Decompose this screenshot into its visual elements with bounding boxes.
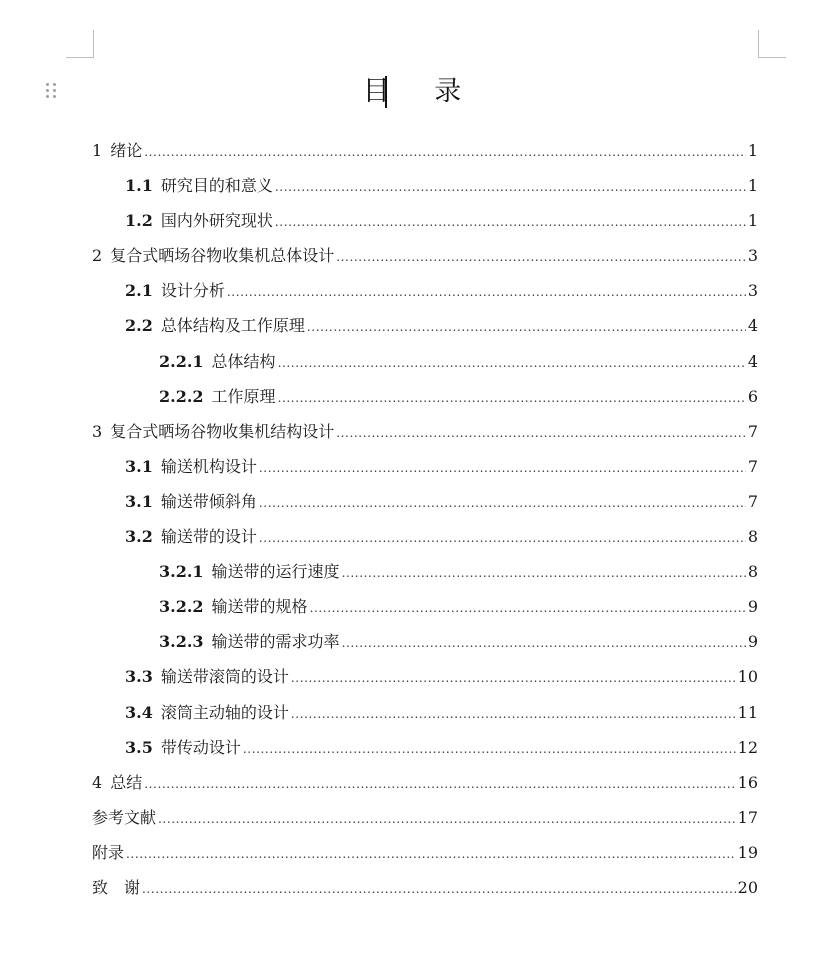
toc-entry[interactable] bbox=[92, 695, 758, 730]
toc-entry-page: 8 bbox=[747, 562, 758, 582]
toc-entry[interactable] bbox=[92, 554, 758, 589]
toc-entry-page: 19 bbox=[737, 842, 758, 862]
toc-entry-page: 11 bbox=[737, 702, 758, 722]
toc-entry-page: 9 bbox=[747, 597, 758, 617]
toc-entry-page: 17 bbox=[737, 807, 758, 827]
toc-leader-dots bbox=[336, 416, 746, 451]
toc-entry-title: 输送带的规格 bbox=[211, 597, 308, 617]
toc-entry-number: 3.2.1 bbox=[159, 562, 204, 582]
toc-entry-page: 3 bbox=[747, 246, 758, 266]
toc-entry-number: 3.1 bbox=[125, 456, 153, 476]
toc-entry-page: 20 bbox=[737, 877, 758, 897]
toc-entry-page: 9 bbox=[747, 632, 758, 652]
table-of-contents bbox=[92, 133, 758, 905]
toc-entry-number: 2.2.2 bbox=[159, 386, 204, 406]
toc-entry[interactable] bbox=[92, 133, 758, 168]
toc-leader-dots bbox=[275, 205, 746, 240]
toc-entry[interactable] bbox=[92, 870, 758, 905]
toc-entry-title: 总体结构及工作原理 bbox=[160, 316, 305, 336]
toc-entry[interactable] bbox=[92, 344, 758, 379]
toc-entry-number: 3.3 bbox=[125, 667, 153, 687]
toc-entry-number: 1 bbox=[92, 141, 103, 160]
toc-entry-page: 1 bbox=[747, 176, 758, 196]
toc-entry-number: 3.2.3 bbox=[159, 632, 204, 652]
toc-entry-number: 2.1 bbox=[125, 281, 153, 301]
toc-entry-number: 3 bbox=[92, 421, 103, 441]
toc-entry[interactable] bbox=[92, 800, 758, 835]
toc-entry-number: 2.2.1 bbox=[159, 351, 204, 371]
toc-entry[interactable] bbox=[92, 730, 758, 765]
toc-leader-dots bbox=[243, 732, 736, 767]
toc-entry[interactable] bbox=[92, 449, 758, 484]
toc-entry-page: 8 bbox=[747, 527, 758, 547]
toc-leader-dots bbox=[142, 872, 736, 907]
toc-entry-page: 7 bbox=[747, 421, 758, 441]
toc-title: 目 录 bbox=[362, 76, 480, 107]
toc-entry-page: 12 bbox=[737, 737, 758, 757]
toc-entry-title: 国内外研究现状 bbox=[160, 211, 273, 231]
toc-entry-page: 1 bbox=[747, 211, 758, 231]
toc-entry[interactable] bbox=[92, 519, 758, 554]
toc-entry[interactable] bbox=[92, 835, 758, 870]
toc-leader-dots bbox=[126, 837, 736, 872]
toc-leader-dots bbox=[278, 346, 746, 381]
toc-leader-dots bbox=[275, 170, 746, 205]
toc-leader-dots bbox=[158, 802, 736, 837]
toc-entry-number: 3.2.2 bbox=[159, 597, 204, 617]
toc-entry-title: 工作原理 bbox=[211, 386, 276, 406]
toc-entry-title: 带传动设计 bbox=[160, 737, 241, 757]
toc-leader-dots bbox=[259, 521, 746, 556]
toc-entry-title: 输送带的运行速度 bbox=[211, 562, 340, 582]
toc-entry[interactable] bbox=[92, 589, 758, 624]
toc-leader-dots bbox=[144, 135, 746, 170]
toc-entry[interactable] bbox=[92, 203, 758, 238]
toc-entry-title: 研究目的和意义 bbox=[160, 176, 273, 196]
toc-entry[interactable] bbox=[92, 168, 758, 203]
toc-leader-dots bbox=[310, 591, 746, 626]
toc-entry[interactable] bbox=[92, 379, 758, 414]
toc-entry[interactable] bbox=[92, 765, 758, 800]
toc-entry-title: 输送带的需求功率 bbox=[211, 632, 340, 652]
page-corner-mark-top-right bbox=[758, 30, 786, 58]
toc-entry-number: 2.2 bbox=[125, 316, 153, 336]
toc-entry-page: 10 bbox=[737, 667, 758, 687]
toc-entry-title: 输送机构设计 bbox=[160, 456, 257, 476]
toc-entry-title: 滚筒主动轴的设计 bbox=[160, 702, 289, 722]
toc-entry-title: 输送带倾斜角 bbox=[160, 491, 257, 511]
toc-entry-number: 3.2 bbox=[125, 527, 153, 547]
toc-entry-title: 复合式晒场谷物收集机结构设计 bbox=[110, 421, 335, 441]
toc-leader-dots bbox=[342, 626, 746, 661]
toc-entry-number: 3.5 bbox=[125, 737, 153, 757]
toc-leader-dots bbox=[291, 661, 736, 696]
toc-leader-dots bbox=[259, 486, 746, 521]
page-corner-mark-top-left bbox=[66, 30, 94, 58]
toc-leader-dots bbox=[307, 310, 746, 345]
toc-leader-dots bbox=[336, 240, 746, 275]
toc-entry-page: 1 bbox=[747, 141, 758, 160]
toc-entry-title: 总体结构 bbox=[211, 351, 276, 371]
toc-entry-number: 3.1 bbox=[125, 491, 153, 511]
toc-entry[interactable] bbox=[92, 484, 758, 519]
toc-entry-title: 总结 bbox=[110, 772, 143, 792]
toc-entry-title: 设计分析 bbox=[160, 281, 225, 301]
toc-entry-title: 复合式晒场谷物收集机总体设计 bbox=[110, 246, 335, 266]
toc-leader-dots bbox=[227, 275, 746, 310]
toc-entry-page: 16 bbox=[737, 772, 758, 792]
toc-entry[interactable] bbox=[92, 624, 758, 659]
toc-entry-page: 7 bbox=[747, 456, 758, 476]
toc-entry-number: 1.1 bbox=[125, 176, 153, 196]
toc-entry-title: 参考文献 bbox=[92, 807, 157, 827]
toc-entry[interactable] bbox=[92, 308, 758, 343]
toc-entry-page: 7 bbox=[747, 491, 758, 511]
toc-entry-title: 输送带的设计 bbox=[160, 527, 257, 547]
toc-entry[interactable] bbox=[92, 238, 758, 273]
toc-entry[interactable] bbox=[92, 273, 758, 308]
toc-entry-title: 致 谢 bbox=[92, 877, 141, 897]
toc-leader-dots bbox=[291, 697, 736, 732]
toc-leader-dots bbox=[278, 381, 746, 416]
toc-entry-number: 1.2 bbox=[125, 211, 153, 231]
toc-entry[interactable] bbox=[92, 659, 758, 694]
toc-entry-number: 4 bbox=[92, 772, 103, 792]
toc-entry-title: 绪论 bbox=[110, 141, 143, 160]
toc-entry-page: 3 bbox=[747, 281, 758, 301]
toc-entry-page: 4 bbox=[747, 316, 758, 336]
toc-entry-title: 附录 bbox=[92, 842, 125, 862]
toc-leader-dots bbox=[342, 556, 746, 591]
toc-entry-title: 输送带滚筒的设计 bbox=[160, 667, 289, 687]
toc-leader-dots bbox=[259, 451, 746, 486]
toc-entry-number: 3.4 bbox=[125, 702, 153, 722]
toc-entry-number: 2 bbox=[92, 246, 103, 266]
toc-entry-page: 4 bbox=[747, 351, 758, 371]
toc-leader-dots bbox=[144, 767, 735, 802]
toc-entry-page: 6 bbox=[747, 386, 758, 406]
toc-entry[interactable] bbox=[92, 414, 758, 449]
